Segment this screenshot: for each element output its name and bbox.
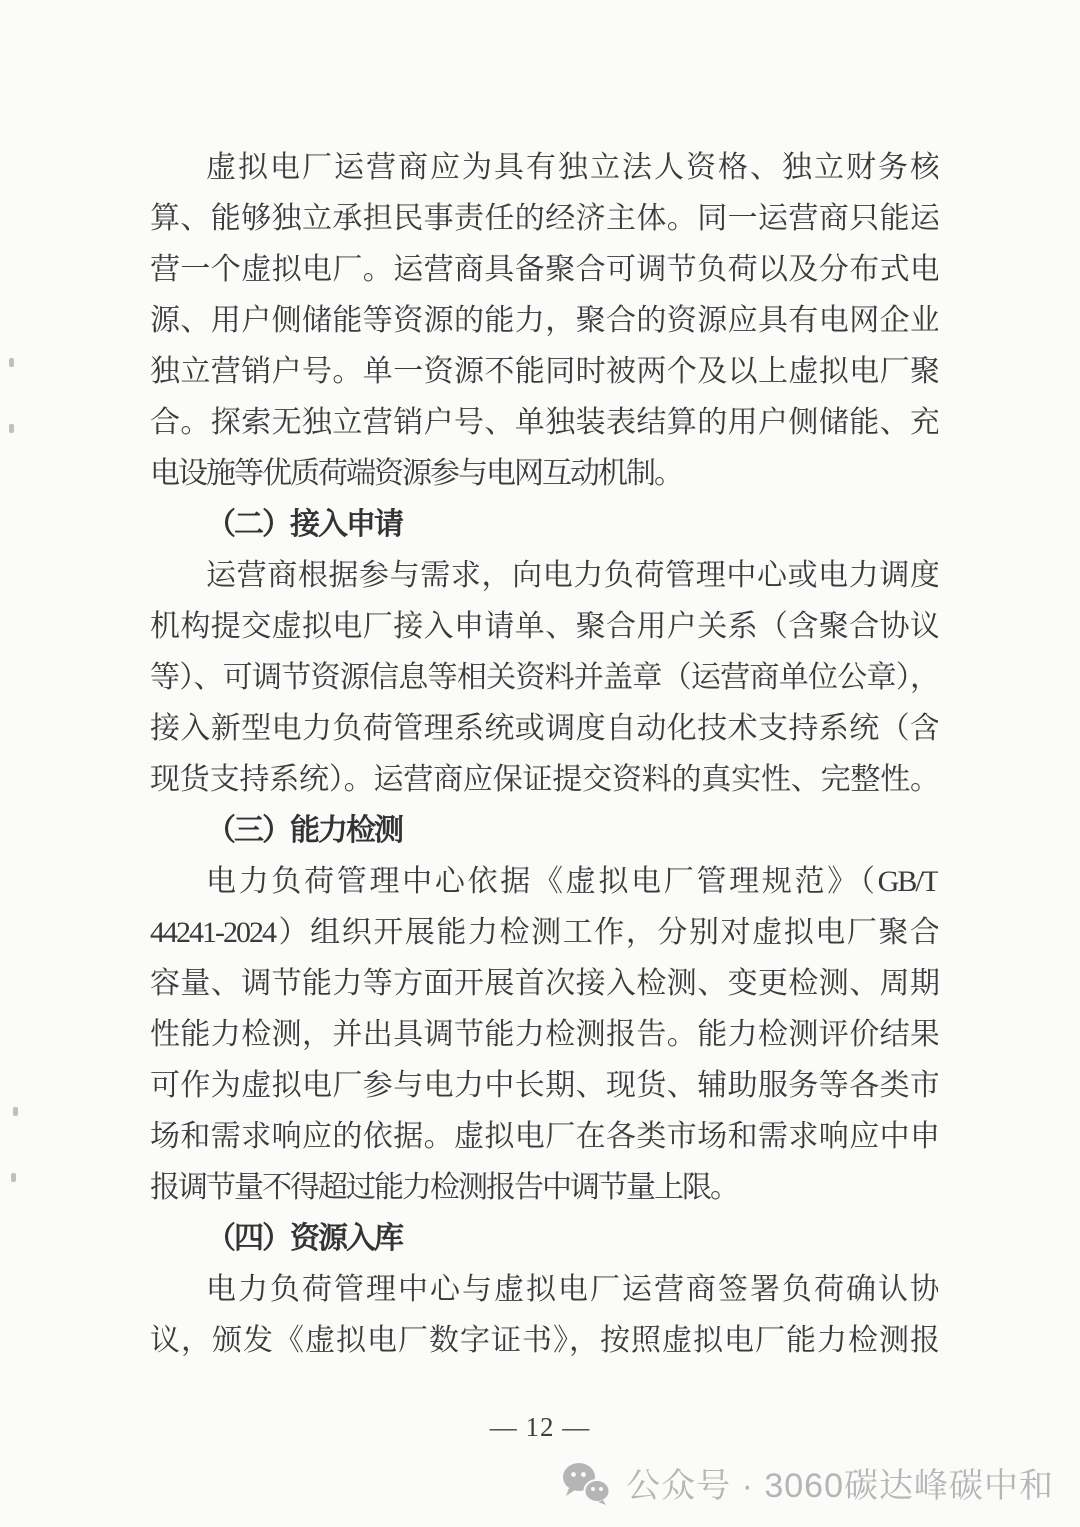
text-line: 电力负荷管理中心与虚拟电厂运营商签署负荷确认协 [206,1273,938,1306]
text-line: 44241-2024）组织开展能力检测工作，分别对虚拟电厂聚合 [150,916,938,949]
text-line: 独立营销户号。单一资源不能同时被两个及以上虚拟电厂聚 [150,355,938,388]
text-line: 议，颁发《虚拟电厂数字证书》，按照虚拟电厂能力检测报 [150,1324,938,1357]
text-line: 可作为虚拟电厂参与电力中长期、现货、辅助服务等各类市 [150,1069,938,1102]
text-line: 算、能够独立承担民事责任的经济主体。同一运营商只能运 [150,202,938,235]
text-line: 接入新型电力负荷管理系统或调度自动化技术支持系统（含 [150,712,938,745]
text-line: 性能力检测，并出具调节能力检测报告。能力检测评价结果 [150,1018,938,1051]
scan-speck [13,1107,18,1116]
text-line: 运营商根据参与需求，向电力负荷管理中心或电力调度 [206,559,938,592]
text-line: 等）、可调节资源信息等相关资料并盖章（运营商单位公章）， [150,661,938,694]
text-line: 机构提交虚拟电厂接入申请单、聚合用户关系（含聚合协议 [150,610,938,643]
text-line: 现货支持系统）。运营商应保证提交资料的真实性、完整性。 [150,763,938,796]
text-line: 虚拟电厂运营商应为具有独立法人资格、独立财务核 [206,151,938,184]
text-line: 源、用户侧储能等资源的能力，聚合的资源应具有电网企业 [150,304,938,337]
text-line: 容量、调节能力等方面开展首次接入检测、变更检测、周期 [150,967,938,1000]
text-line: 合。探索无独立营销户号、单独装表结算的用户侧储能、充 [150,406,938,439]
text-line: 场和需求响应的依据。虚拟电厂在各类市场和需求响应中申 [150,1120,938,1153]
section-heading-access-application: （二）接入申请 [206,508,402,541]
text-line: 营一个虚拟电厂。运营商具备聚合可调节负荷以及分布式电 [150,253,938,286]
scan-speck [11,1173,16,1182]
scan-speck [9,358,14,367]
text-line: 电力负荷管理中心依据《虚拟电厂管理规范》（GB/T [206,865,938,898]
wechat-icon [560,1461,612,1505]
text-line: 电设施等优质荷端资源参与电网互动机制。 [150,457,682,490]
section-heading-resource-registration: （四）资源入库 [206,1222,402,1255]
wechat-account-label: 公众号 · 3060碳达峰碳中和 [626,1467,1054,1505]
scan-speck [9,424,14,433]
section-heading-capability-testing: （三）能力检测 [206,814,402,847]
document-body [150,142,938,1366]
page-number: — 12 — [489,1412,591,1442]
wechat-watermark [560,1458,1054,1507]
text-line: 报调节量不得超过能力检测报告中调节量上限。 [150,1171,738,1204]
